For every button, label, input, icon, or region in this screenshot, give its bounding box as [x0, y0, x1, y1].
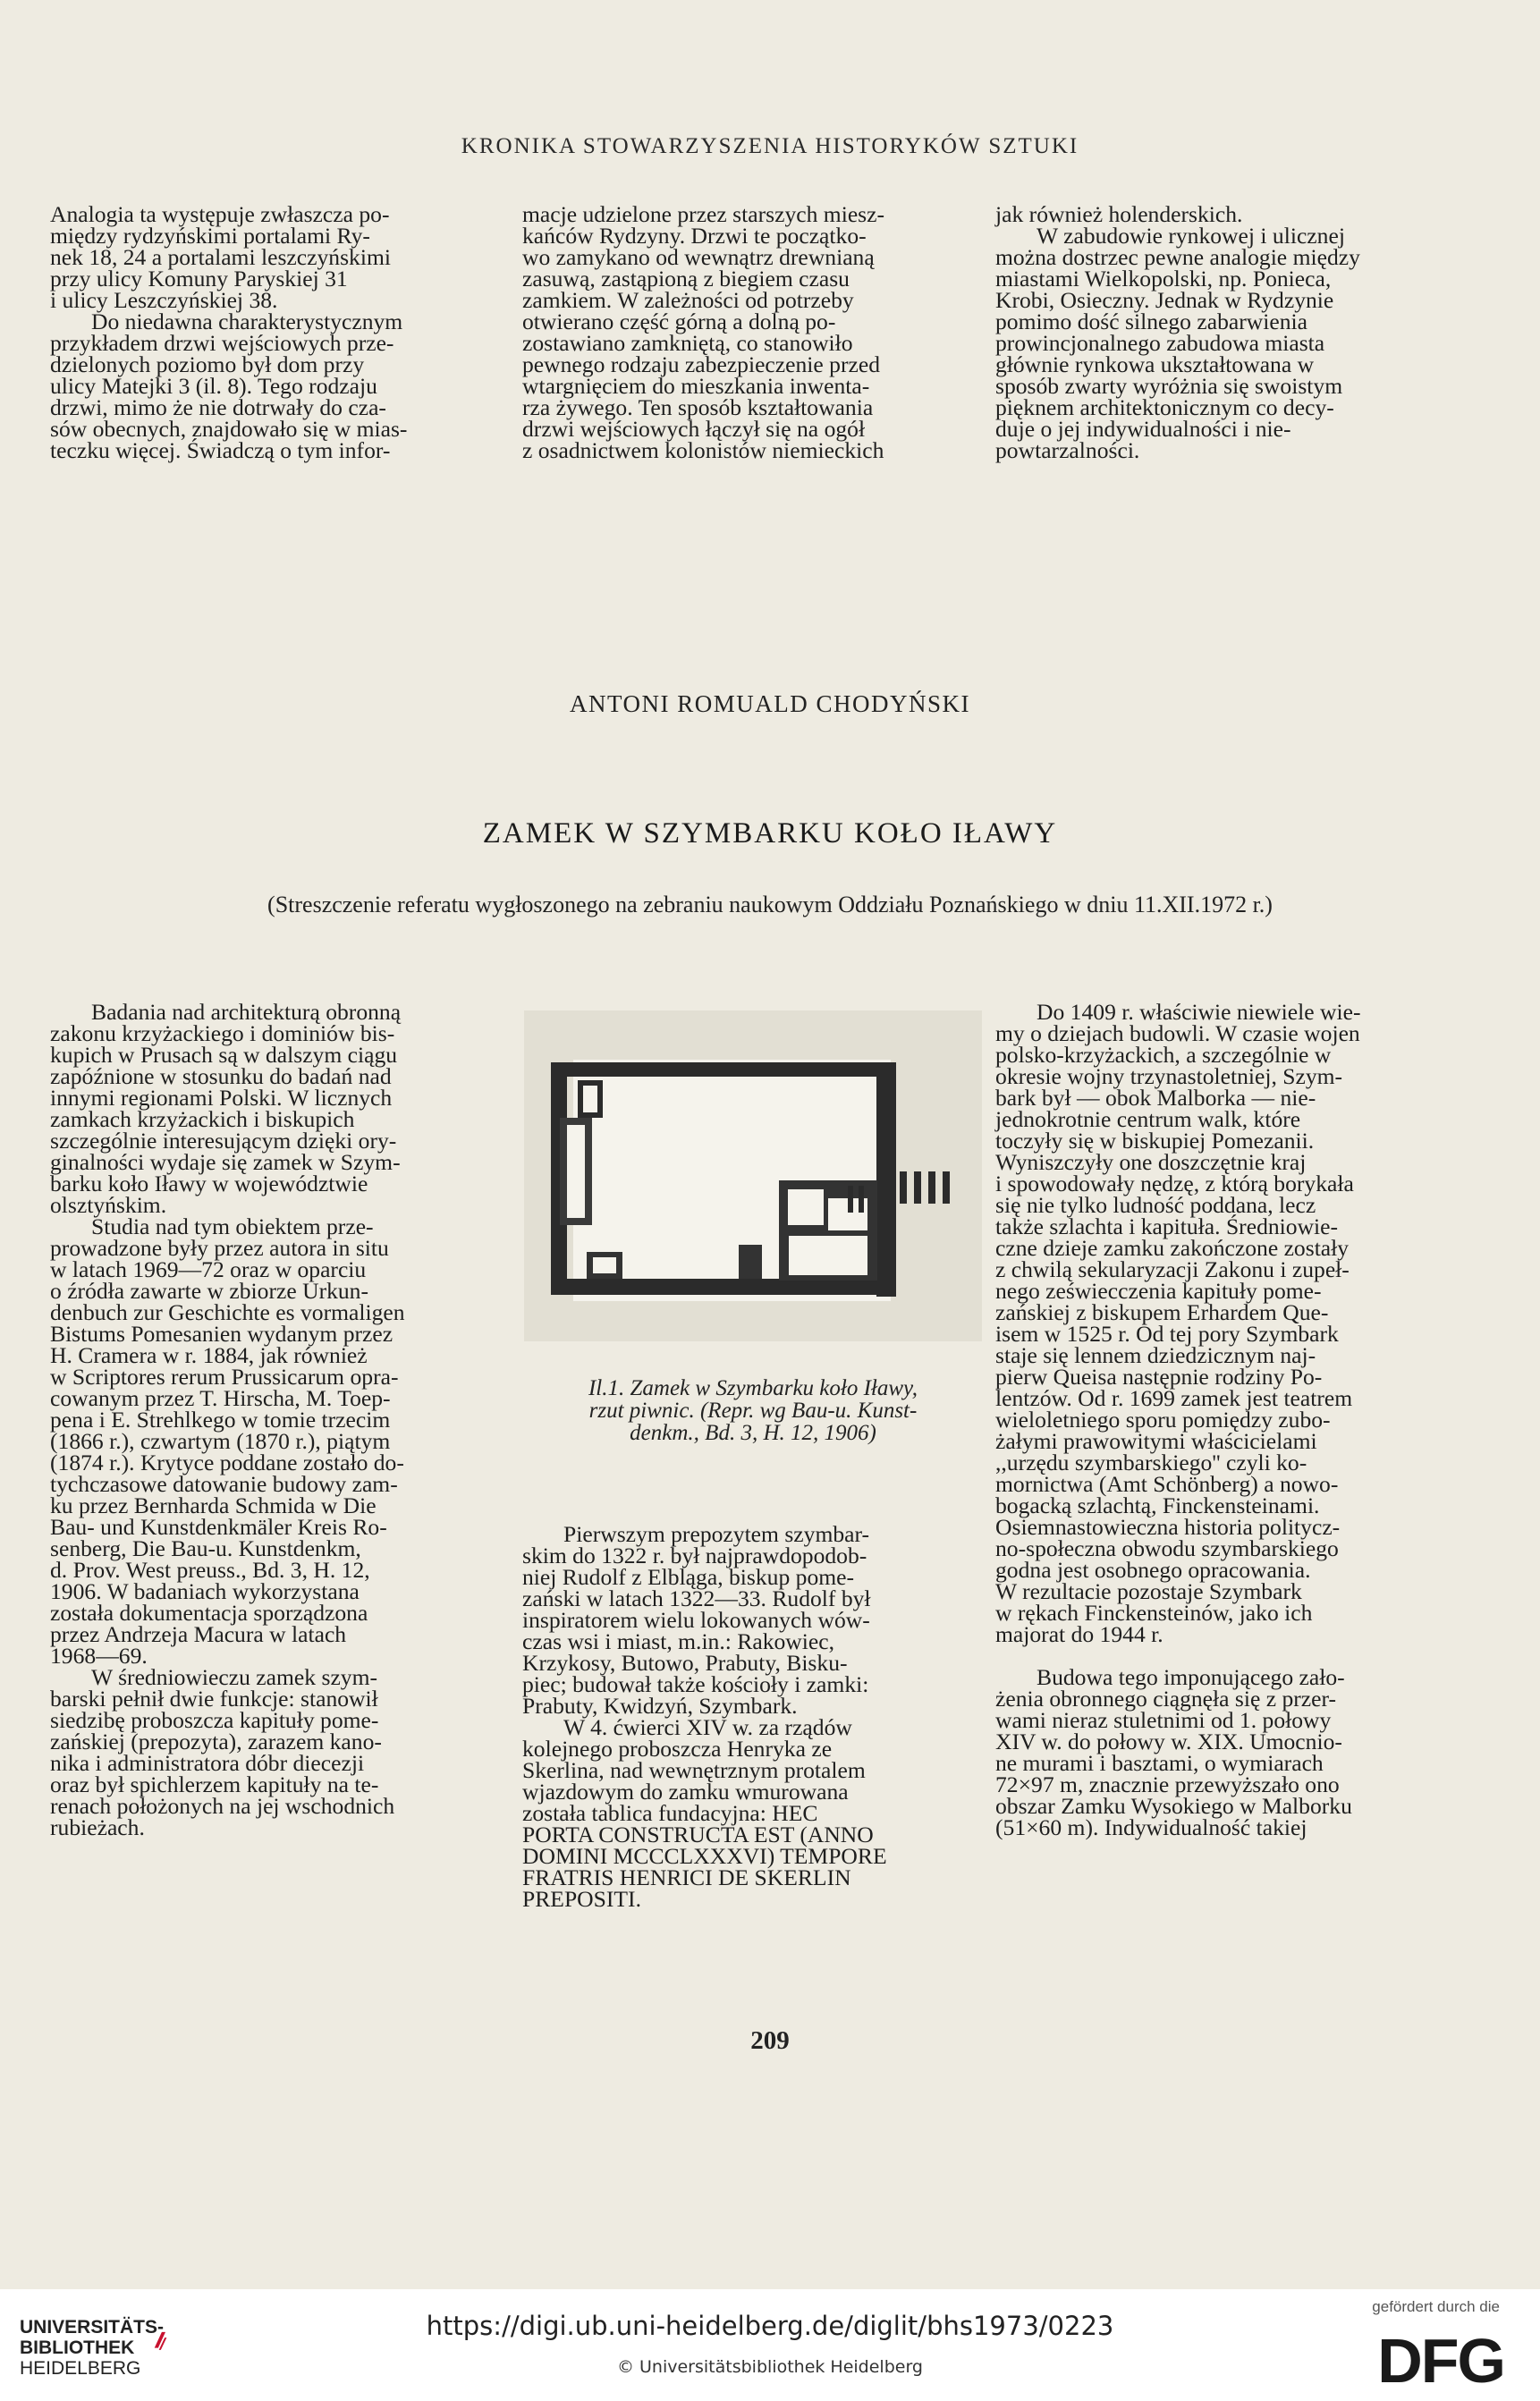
- article-title: ZAMEK W SZYMBARKU KOŁO IŁAWY: [482, 817, 1058, 850]
- body-column-1: [50, 999, 510, 1840]
- paragraph: Badania nad architekturą obronną zakonu krzyżackiego i dominiów bis- kupich w Prusach są w dalszym ciągu zapóźnione w stosunku do badań nad innymi regionami Polski. W licznych zamkach krzyżackich i biskupich szczególnie interesującym dzięki ory- ginalności wydaje się zamek w Szym- barku koło Iławy w województwie olsztyńskim.: [50, 999, 402, 1218]
- paragraph: macje udzielone przez starszych miesz- kańców Rydzyny. Drzwi te początko- wo zamykano od wewnątrz drewnianą zasuwą, zastąpioną z biegiem czasu zamkiem. W zależności od potrzeby otwierano część górną a dolną po- zostawiano zamkniętą, co stanowiło pewnego rodzaju zabezpieczenie przed wtargnięciem do mieszkania inwenta- rza żywego. Ten sposób kształtowania drzwi wejściowych łączył się na ogół z osadnictwem kolonistów niemieckich: [522, 201, 885, 463]
- floor-plan-drawing: [524, 1010, 982, 1341]
- dfg-logo[interactable]: DFG: [1377, 2326, 1504, 2396]
- funded-by-label: gefördert durch die: [1372, 2298, 1500, 2315]
- library-name-line3: HEIDELBERG: [20, 2358, 141, 2379]
- body-column-3: [995, 999, 1457, 1840]
- paragraph: W zabudowie rynkowej i ulicznej można dostrzec pewne analogie między miastami Wielkopolski, np. Ponieca, Krobi, Osieczny. Jednak w Rydzynie pomimo dość silnego zabarwienia prowincjonalnego zabudowa miasta głównie rynkowa ukształtowana w sposób zwarty wyróżnia się swoistym pięknem architektonicznym co decy- duje o jej indywidualności i nie- powtarzalności.: [995, 223, 1360, 463]
- permalink-url[interactable]: https://digi.ub.uni-heidelberg.de/diglit/bhs1973/0223: [426, 2311, 1114, 2341]
- paragraph: Do niedawna charakterystycznym przykładem drzwi wejściowych prze- dzielonych poziomo był dom przy ulicy Matejki 3 (il. 8). Tego rodzaju drzwi, mimo że nie dotrwały do cza- sów obecnych, znajdowało się w mias- teczku więcej. Świadczą o tym infor-: [50, 309, 408, 463]
- body-column-2: [522, 1521, 982, 1912]
- figure-caption: Il.1. Zamek w Szymbarku koło Iławy, rzut piwnic. (Repr. wg Bau-u. Kunst- denkm., Bd. 3, H. 12, 1906): [588, 1376, 918, 1445]
- paragraph: Do 1409 r. właściwie niewiele wie- my o dziejach budowli. W czasie wojen polsko-krzyżackich, a szczególnie w okresie wojny trzynastoletniej, Szym- bark był — obok Malborka — nie- jednokrotnie centrum walk, które toczyły się w biskupiej Pomezanii. Wyniszczyły one doszczętnie kraj i spowodowały nędzę, z którą borykała się nie tylko ludność poddana, lecz także szlachta i kapituła. Średniowie- czne dzieje zamku zakończone zostały z chwilą sekularyzacji Zakonu i zupeł- nego zeświecczenia kapituły pome- zańskiej z biskupem Erhardem Que- isem w 1525 r. Od tej pory Szymbark staje się lennem dziedzicznym naj- pierw Queisa następnie rodziny Po- lentzów. Od r. 1699 zamek jest teatrem wieloletniego sporu pomiędzy zubo- żałymi prawowitymi właścicielami ,,urzędu szymbarskiego'' czyli ko- mornictwa (Amt Schönberg) a nowo- bogacką szlachtą, Finckensteinami. Osiemnastowieczna historia politycz- no-społeczna obwodu szymbarskiego godna jest osobnego opracowania. W rezultacie pozostaje Szymbark w rękach Finckensteinów, jako ich majorat do 1944 r.: [995, 999, 1361, 1647]
- paragraph: Budowa tego imponującego zało- żenia obronnego ciągnęła się z przer- wami nieraz stuletnimi od 1. połowy XIV w. do połowy w. XIX. Umocnio- ne murami i basztami, o wymiarach 72×97 m, znacznie przewyższało ono obszar Zamku Wysokiego w Malborku (51×60 m). Indywidualność takiej: [995, 1664, 1352, 1840]
- article-author: ANTONI ROMUALD CHODYŃSKI: [569, 690, 970, 717]
- top-column-2: [522, 201, 982, 463]
- library-name-line1: UNIVERSITÄTS-: [20, 2317, 165, 2338]
- viewer-footer: [0, 2289, 1540, 2401]
- library-name-line2: BIBLIOTHEK: [20, 2338, 135, 2358]
- top-column-3: [995, 201, 1457, 463]
- running-header: KRONIKA STOWARZYSZENIA HISTORYKÓW SZTUKI: [461, 134, 1079, 158]
- paragraph: W średniowieczu zamek szym- barski pełnił dwie funkcje: stanowił siedzibę proboszcza kapituły pome- zańskiej (prepozyta), zarazem kano- nika i administratora dóbr diecezji oraz był spichlerzem kapituły na te- renach położonych na jej wschodnich rubieżach.: [50, 1664, 395, 1840]
- paragraph: Pierwszym prepozytem szymbar- skim do 1322 r. był najprawdopodob- niej Rudolf z Elbląga, biskup pome- zański w latach 1322—33. Rudolf był inspiratorem wielu lokowanych wów- czas wsi i miast, m.in.: Rakowiec, Krzykosy, Butowo, Prabuty, Bisku- piec; budował także kościoły i zamki: Prabuty, Kwidzyń, Szymbark.: [522, 1521, 871, 1719]
- article-subtitle: (Streszczenie referatu wygłoszonego na zebraniu naukowym Oddziału Poznańskiego w dniu 11.XII.1972 r.): [267, 892, 1273, 917]
- page-number: 209: [750, 2026, 790, 2055]
- paragraph: W 4. ćwierci XIV w. za rządów kolejnego proboszcza Henryka ze Skerlina, nad wewnętrznym protalem wjazdowym do zamku wmurowana została tablica fundacyjna: HEC PORTA CONSTRUCTA EST (ANNO DOMINI MCCCLXXXVI) TEMPORE FRATRIS HENRICI DE SKERLIN PREPOSITI.: [522, 1714, 887, 1912]
- paragraph: jak również holenderskich.: [995, 201, 1243, 227]
- paragraph: Studia nad tym obiektem prze- prowadzone były przez autora in situ w latach 1969—72 oraz w oparciu o źródła zawarte w zbiorze Urkun- denbuch zur Geschichte es vormaligen Bistums Pomesanien wydanym przez H. Cramera w r. 1884, jak również w Scriptores rerum Prussicarum opra- cowanym przez T. Hirscha, M. Toep- pena i E. Strehlkego w tomie trzecim (1866 r.), czwartym (1870 r.), piątym (1874 r.). Krytyce poddane zostało do- tychczasowe datowanie budowy zam- ku przez Bernharda Schmida w Die Bau- und Kunstdenkmäler Kreis Ro- senberg, Die Bau-u. Kunstdenkm, d. Prov. West preuss., Bd. 3, H. 12, 1906. W badaniach wykorzystana została dokumentacja sporządzona przez Andrzeja Macura w latach 1968—69.: [50, 1213, 405, 1669]
- paragraph: Analogia ta występuje zwłaszcza po- między rydzyńskimi portalami Ry- nek 18, 24 a portalami leszczyńskimi przy ulicy Komuny Paryskiej 31 i ulicy Leszczyńskiej 38.: [50, 201, 391, 313]
- castle-floor-plan-figure: [524, 1010, 982, 1341]
- top-column-1: [50, 201, 510, 463]
- copyright-notice: © Universitätsbibliothek Heidelberg: [616, 2357, 923, 2377]
